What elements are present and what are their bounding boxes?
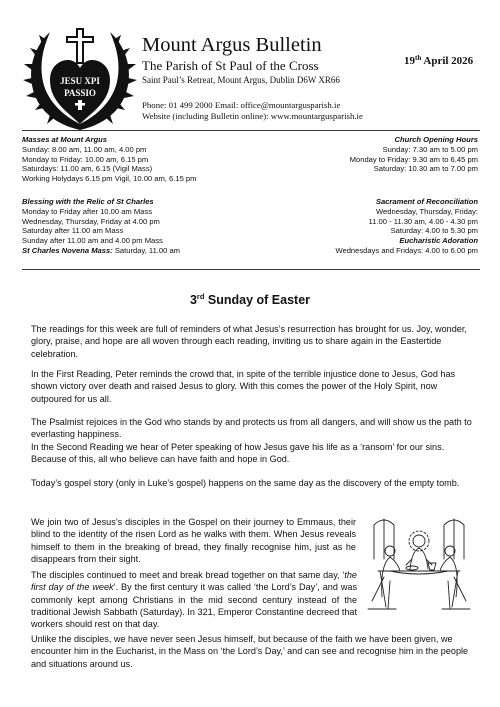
passionist-emblem-icon	[22, 20, 138, 136]
masthead	[142, 34, 386, 122]
opening-hours-line: Sunday: 7.30 am to 5.00 pm	[382, 144, 478, 154]
masses-block	[22, 135, 196, 184]
info-divider	[22, 269, 480, 270]
masses-heading: Masses at Mount Argus	[22, 135, 107, 144]
relic-line: Monday to Friday after 10.00 am Mass	[22, 206, 152, 216]
adoration-line: Wednesdays and Fridays: 4.00 to 6.00 pm	[335, 245, 478, 255]
novena-label: St Charles Novena Mass:	[22, 245, 113, 255]
novena-time: Saturday, 11.00 am	[112, 245, 181, 255]
masses-line: Saturdays: 11.00 am, 6.15 (Vigil Mass)	[22, 164, 153, 174]
relic-line: Sunday after 11.00 am and 4.00 pm Mass	[22, 236, 163, 246]
paragraph-psalm: The Psalmist rejoices in the God who stands by and protects us from all dangers, and will show us the path to everlasting happiness.	[31, 417, 472, 440]
header-divider	[22, 130, 480, 131]
bulletin-title: Mount Argus Bulletin	[142, 34, 322, 56]
paragraph-lords-day	[31, 569, 357, 630]
opening-hours-block	[350, 135, 478, 174]
adoration-heading: Eucharistic Adoration	[399, 236, 478, 246]
lords-day-text-a: The disciples continued to meet and break bread together on that same day, ‘	[31, 570, 345, 580]
lords-day-emphasis: the first day of the week	[31, 570, 357, 593]
opening-hours-line: Saturday: 10.30 am to 7.00 pm	[373, 164, 478, 174]
reconciliation-line: Saturday: 4.00 to 5.30 pm	[390, 226, 478, 236]
masses-line: Monday to Friday: 10.00 am, 6.15 pm	[22, 154, 149, 164]
reconciliation-line: 11.00 - 11.30 am, 4.00 - 4.30 pm	[368, 216, 478, 226]
contact-website: Website (including Bulletin online): www.mountargusparish.ie	[142, 111, 363, 121]
paragraph-emmaus: We join two of Jesus’s disciples in the Gospel on their journey to Emmaus, their blind to the identity of the risen Lord as he walks with them. When Jesus reveals himself to them in the breaking of bread, they finally recognise him, just as he disappears from their sight.	[31, 517, 356, 564]
reconciliation-block	[335, 197, 478, 256]
paragraph-intro: The readings for this week are full of reminders of what Jesus’s resurrection has brought for us. Joy, wonder, glory, praise, and hope are all woven through each reading, inviting us to share again in the Eastertide celebration.	[31, 324, 467, 359]
date-month-year: April 2026	[421, 55, 474, 67]
bulletin-date	[404, 54, 473, 67]
paragraph-second-reading: In the Second Reading we hear of Peter speaking of how Jesus gave his life as a ‘ransom’ for our sins. Because of this, all who believe can have faith and hope in God.	[31, 442, 445, 465]
contact-phone-email: Phone: 01 499 2000 Email: office@mountargusparish.ie	[142, 100, 341, 110]
emblem-bottom-text: PASSIO	[64, 88, 96, 98]
masses-line: Sunday: 8.00 am, 11.00 am, 4.00 pm	[22, 144, 147, 154]
relic-heading: Blessing with the Relic of St Charles	[22, 197, 154, 206]
masses-line: Working Holydays 6.15 pm Vigil, 10.00 am, 6.15 pm	[22, 174, 197, 184]
lords-day-text-b: ’. By the first century it was called ‘the Lord’s Day’, and was commonly kept among Christians in the mid second century instead of the traditional Jewish Sabbath (Saturday). In 321, Emperor Constantine decreed that workers should rest on that day.	[31, 582, 357, 630]
heading-ordinal: rd	[196, 292, 205, 301]
parish-address: Saint Paul’s Retreat, Mount Argus, Dublin D6W XR66	[142, 75, 340, 85]
date-day: 19	[404, 55, 415, 67]
relic-line: Wednesday, Thursday, Friday at 4.00 pm	[22, 216, 160, 226]
parish-name: The Parish of St Paul of the Cross	[142, 58, 319, 73]
paragraph-first-reading: In the First Reading, Peter reminds the crowd that, in spite of the terrible injustice done to Jesus, God has shown victory over death and raised Jesus to glory. With this comes the power of the Holy Spirit, now outpoured for us all.	[31, 369, 456, 404]
reconciliation-line: Wednesday, Thursday, Friday:	[376, 206, 478, 216]
paragraph-closing: Unlike the disciples, we have never seen Jesus himself, but because of the faith we have been given, we encounter him in the Eucharist, in the Mass on ‘the Lord’s Day,’ and can see and recognise him in the people and situations around us.	[31, 634, 469, 669]
novena-line	[22, 246, 180, 256]
opening-hours-line: Monday to Friday: 9.30 am to 6.45 pm	[349, 154, 478, 164]
emmaus-supper-illustration-icon	[360, 515, 478, 615]
heading-text: Sunday of Easter	[204, 293, 311, 307]
date-suffix: th	[415, 54, 422, 62]
article-heading	[0, 292, 500, 307]
opening-hours-heading: Church Opening Hours	[394, 135, 478, 144]
heading-number: 3	[189, 293, 197, 307]
paragraph-gospel-intro: Today’s gospel story (only in Luke’s gospel) happens on the same day as the discovery of the empty tomb.	[31, 478, 460, 488]
relic-line: Saturday after 11.00 am Mass	[22, 226, 124, 236]
emblem-top-text: JESU XPI	[60, 76, 100, 86]
relic-blessing-block	[22, 197, 180, 256]
reconciliation-heading: Sacrament of Reconciliation	[375, 197, 478, 206]
